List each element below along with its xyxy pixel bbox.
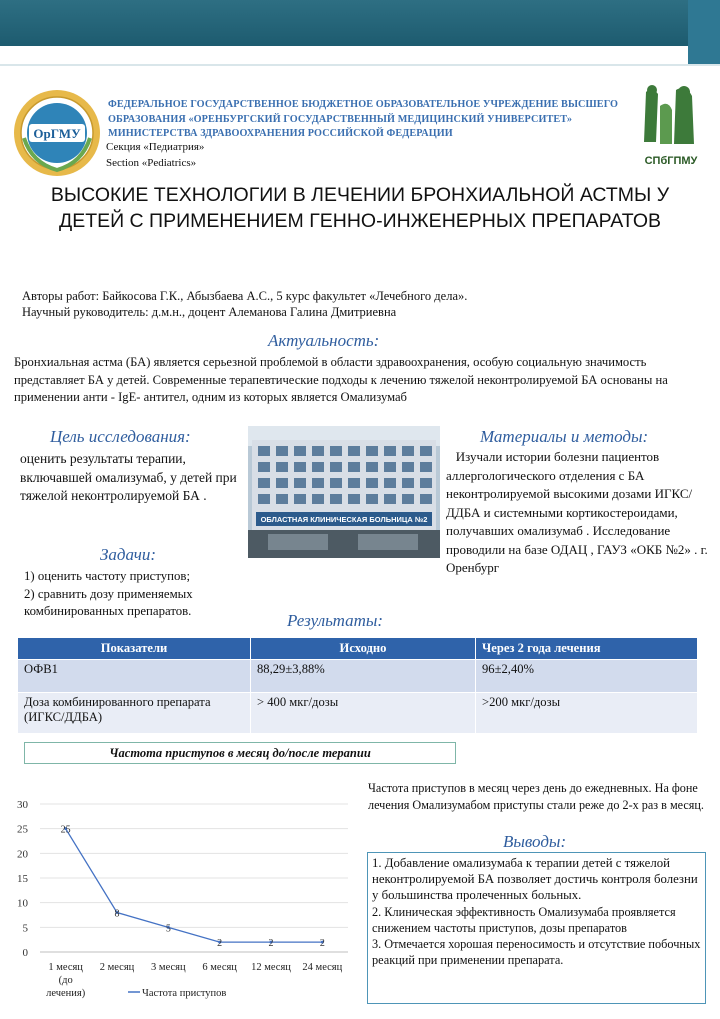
hospital-photo bbox=[248, 426, 440, 558]
col-header-after: Через 2 года лечения bbox=[476, 638, 698, 660]
header-band-light bbox=[0, 46, 720, 66]
legend-label: Частота приступов bbox=[142, 988, 227, 999]
logo-right-text: СПбГПМУ bbox=[644, 155, 698, 167]
advisor: Научный руководитель: д.м.н., доцент Алеманова Галина Дмитриевна bbox=[22, 305, 397, 319]
results-heading: Результаты: bbox=[287, 611, 384, 630]
table-cell: >200 мкг/дозы bbox=[476, 693, 698, 734]
chart-legend bbox=[128, 988, 226, 999]
data-label: 5 bbox=[165, 923, 171, 935]
spbgpmu-logo bbox=[632, 82, 710, 174]
methods-text bbox=[446, 448, 710, 578]
data-label: 8 bbox=[114, 908, 120, 920]
header-band bbox=[0, 0, 720, 46]
col-header-baseline: Исходно bbox=[251, 638, 476, 660]
y-tick-label: 30 bbox=[17, 799, 28, 811]
goal-text: оценить результаты терапии, включавшей омализумаб, у детей при тяжелой неконтролируемой БА . bbox=[20, 451, 237, 503]
x-tick-label: 6 месяц bbox=[202, 962, 237, 973]
data-label: 2 bbox=[319, 938, 325, 950]
task-item: 1) оценить частоту приступов; bbox=[24, 569, 191, 583]
authors: Авторы работ: Байкосова Г.К., Абызбаева А.С., 5 курс факультет «Лечебного дела». bbox=[22, 289, 468, 303]
section-ru: Секция «Педиатрия» bbox=[106, 141, 205, 153]
y-tick-label: 10 bbox=[17, 897, 28, 910]
table-cell: Доза комбинированного препарата (ИГКС/ДДБА) bbox=[18, 693, 251, 734]
chart-title: Частота приступов в месяц до/после терапии bbox=[24, 742, 456, 764]
y-tick-label: 15 bbox=[17, 873, 28, 885]
series-line bbox=[66, 829, 323, 942]
methods-body: Изучали истории болезни пациентов аллергологического отделения с БА неконтролируемой высокими дозами ИГКС/ДДБА и системными кортикостероидами, получавших омализумаб . Исследование проводили на базе ОДАЦ , ГАУЗ «ОКБ №2» . г. Оренбург bbox=[446, 449, 708, 575]
x-tick-label: 12 месяц bbox=[251, 962, 291, 973]
orgmu-logo bbox=[12, 88, 102, 178]
actuality-heading: Актуальность: bbox=[268, 331, 380, 350]
results-table bbox=[17, 637, 698, 734]
section-en: Section «Pediatrics» bbox=[106, 157, 197, 169]
chart-y-ticks bbox=[17, 799, 29, 959]
y-tick-label: 5 bbox=[22, 922, 28, 935]
conclusion-item: 1. Добавление омализумаба к терапии детей с тяжелой неконтролируемой БА позволяет достичь контроля болезни у большинства пролеченных больных. bbox=[372, 856, 698, 903]
task-item: 2) сравнить дозу применяемых комбинированных препаратов. bbox=[24, 586, 193, 618]
table-cell: > 400 мкг/дозы bbox=[251, 693, 476, 734]
chart-data-labels bbox=[61, 825, 325, 949]
y-tick-label: 20 bbox=[17, 848, 28, 861]
x-tick-label: 3 месяц bbox=[151, 962, 186, 973]
x-tick-label: 1 месяц (до лечения) bbox=[46, 962, 86, 999]
logo-left-text: ОрГМУ bbox=[33, 126, 81, 141]
results-header-row bbox=[18, 638, 698, 660]
results-note: Частота приступов в месяц через день до ежедневных. На фоне лечения Омализумабом приступы стали реже до 2-х раз в месяц. bbox=[368, 781, 704, 812]
x-tick-label: 2 месяц bbox=[99, 962, 135, 973]
hospital-sign: ОБЛАСТНАЯ КЛИНИЧЕСКАЯ БОЛЬНИЦА №2 bbox=[260, 515, 428, 524]
table-cell: 96±2,40% bbox=[476, 660, 698, 693]
attack-frequency-chart bbox=[0, 790, 360, 1015]
table-row bbox=[18, 693, 698, 734]
data-label: 25 bbox=[60, 824, 71, 836]
conclusions-heading: Выводы: bbox=[503, 832, 567, 851]
conclusion-item: 3. Отмечается хорошая переносимость и отсутствие побочных реакций при применении препарата. bbox=[372, 937, 701, 968]
actuality-text: Бронхиальная астма (БА) является серьезной проблемой в области здравоохранения, особую социальную значимость представляет БА у детей. Современные терапевтические подходы к лечению тяжелой неконтролируемой БА основаны на применении анти - IgE- антител, одним из которых является Омализумаб bbox=[14, 355, 668, 404]
tasks-list bbox=[24, 568, 254, 621]
poster-title: ВЫСОКИЕ ТЕХНОЛОГИИ В ЛЕЧЕНИИ БРОНХИАЛЬНОЙ АСТМЫ У ДЕТЕЙ С ПРИМЕНЕНИЕМ ГЕННО-ИНЖЕНЕРНЫХ ПРЕПАРАТОВ bbox=[50, 184, 670, 232]
data-label: 2 bbox=[217, 938, 223, 950]
col-header-indicator: Показатели bbox=[18, 638, 251, 660]
table-row bbox=[18, 660, 698, 693]
chart-grid bbox=[40, 804, 348, 952]
tasks-heading: Задачи: bbox=[100, 545, 157, 564]
data-label: 2 bbox=[268, 938, 274, 950]
institution-name: ФЕДЕРАЛЬНОЕ ГОСУДАРСТВЕННОЕ БЮДЖЕТНОЕ ОБРАЗОВАТЕЛЬНОЕ УЧРЕЖДЕНИЕ ВЫСШЕГО ОБРАЗОВАНИЯ «ОРЕНБУРГСКИЙ ГОСУДАРСТВЕННЫЙ МЕДИЦИНСКИЙ УНИВЕРСИТЕТ» МИНИСТЕРСТВА ЗДРАВООХРАНЕНИЯ РОССИЙСКОЙ ФЕДЕРАЦИИ bbox=[108, 99, 619, 139]
x-tick-label: 24 месяц bbox=[302, 962, 343, 973]
conclusion-item: 2. Клиническая эффективность Омализумаба проявляется снижением частоты приступов, дозы препаратов bbox=[372, 904, 676, 935]
conclusions-box bbox=[367, 852, 706, 1004]
header-accent-strip bbox=[688, 0, 720, 64]
table-cell: 88,29±3,88% bbox=[251, 660, 476, 693]
methods-heading: Материалы и методы: bbox=[480, 427, 649, 446]
y-tick-label: 25 bbox=[17, 823, 28, 836]
table-cell: ОФВ1 bbox=[18, 660, 251, 693]
y-tick-label: 0 bbox=[22, 947, 28, 959]
goal-heading: Цель исследования: bbox=[50, 427, 191, 446]
